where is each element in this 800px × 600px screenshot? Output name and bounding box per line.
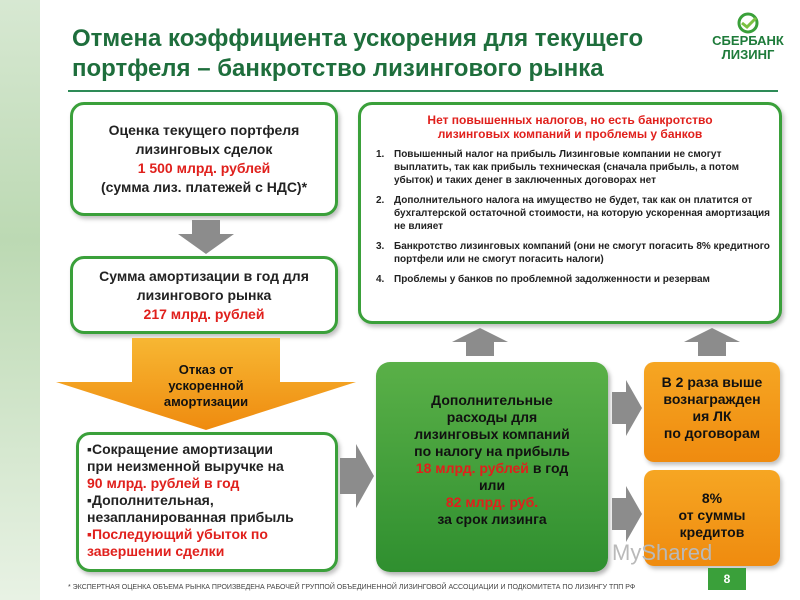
credits-line-3: кредитов <box>679 524 745 540</box>
problems-list <box>376 148 776 293</box>
bullet-2-line-1: Дополнительная, <box>91 492 214 508</box>
green-line-5: за срок лизинга <box>437 511 547 527</box>
footnote: * ЭКСПЕРТНАЯ ОЦЕНКА ОБЪЕМА РЫНКА ПРОИЗВЕДЕНА РАБОЧЕЙ ГРУППОЙ ОБЪЕДИНЕННОЙ ЛИЗИНГОВОЙ АССОЦИАЦИИ И ПОДКОМИТЕТА ПО ЛИЗИНГУ ТПП РФ <box>68 584 636 591</box>
bullet-3-line-2: завершении сделки <box>87 543 225 559</box>
title-divider <box>68 90 778 92</box>
problem-item-text: Повышенный налог на прибыль Лизинговые компании не смогут выплатить, так как прибыль техническая (сначала прибыль, а потом убыток) и таких денег в заключенных договорах нет <box>394 149 739 186</box>
commission-line-1: В 2 раза выше <box>661 374 763 390</box>
amortization-sum-box <box>70 256 338 334</box>
page-title <box>72 24 712 84</box>
problem-item-number: 2. <box>376 195 385 206</box>
sberbank-leasing-logo <box>700 12 796 68</box>
credits-line-1: 8% <box>701 490 723 506</box>
bullet-3-line-1: Последующий убыток по <box>91 526 268 542</box>
green-line-4: по налогу на прибыль <box>414 443 570 459</box>
refusal-line-2: ускоренной <box>168 378 244 393</box>
green-line-2: расходы для <box>446 409 538 425</box>
problem-item-text: Дополнительного налога на имущество не будет, так как он платится от бухгалтерской остаточной стоимости, на которую ускоренная амортизация не влияет <box>394 195 771 232</box>
bullet-1-value: 90 млрд. рублей в год <box>87 475 240 491</box>
refusal-line-1: Отказ от <box>178 362 234 377</box>
logo-icon <box>700 12 796 34</box>
commission-line-4: по договорам <box>663 425 761 441</box>
refusal-line-3: амортизации <box>163 394 249 409</box>
refusal-label <box>136 362 276 410</box>
bullet-2-line-2: незапланированная прибыль <box>87 509 294 525</box>
title-line-1: Отмена коэффициента ускорения для текущего <box>72 25 644 52</box>
green-value-1-suffix: в год <box>532 460 569 476</box>
problem-item-number: 3. <box>376 241 385 252</box>
green-value-2: 82 млрд. руб. <box>445 494 539 510</box>
right-arrow-icon <box>612 486 642 542</box>
portfolio-line-2: лизинговых сделок <box>135 141 273 157</box>
problem-item <box>376 273 776 286</box>
amortization-line-1: Сумма амортизации в год для <box>99 268 309 284</box>
amortization-line-2: лизингового рынка <box>136 287 272 303</box>
logo-text-line-2: ЛИЗИНГ <box>721 47 775 62</box>
problem-item-number: 4. <box>376 274 385 285</box>
logo-text-line-1: СБЕРБАНК <box>712 33 784 48</box>
right-arrow-icon <box>612 380 642 436</box>
up-arrow-icon <box>684 328 740 356</box>
watermark: MyShared <box>612 540 713 565</box>
amortization-value: 217 млрд. рублей <box>143 306 265 322</box>
problem-item <box>376 194 776 233</box>
green-or: или <box>478 477 506 493</box>
problem-item-text: Проблемы у банков по проблемной задолженности и резервам <box>394 274 710 285</box>
top-right-header-2: лизинговых компаний и проблемы у банков <box>437 127 703 141</box>
bullet-amortization-cut: ▪Сокращение амортизации <box>87 441 274 457</box>
page-number: 8 <box>708 568 746 590</box>
problem-item <box>376 148 776 187</box>
bullet-1-line-2: при неизменной выручке на <box>87 458 284 474</box>
problem-item-text: Банкротство лизинговых компаний (они не смогут погасить 8% кредитного портфели или не смогут погасить налоги) <box>394 241 770 265</box>
green-line-1: Дополнительные <box>431 392 553 408</box>
portfolio-estimate-box <box>70 102 338 216</box>
consequences-box <box>76 432 338 572</box>
commission-box <box>644 362 780 462</box>
bullet-extra-profit: ▪Дополнительная, <box>87 492 214 508</box>
problem-item-number: 1. <box>376 149 385 160</box>
portfolio-line-1: Оценка текущего портфеля <box>108 122 300 138</box>
top-right-header-1: Нет повышенных налогов, но есть банкротство <box>427 113 713 127</box>
commission-line-2: вознагражден <box>663 391 761 407</box>
decorative-side-bar <box>0 0 40 600</box>
right-arrow-icon <box>340 444 374 508</box>
green-value-1: 18 млрд. рублей <box>415 460 529 476</box>
up-arrow-icon <box>452 328 508 356</box>
bullet-loss: ▪Последующий убыток по <box>87 526 268 542</box>
bullet-1-line-1: Сокращение амортизации <box>91 441 274 457</box>
green-line-3: лизинговых компаний <box>414 426 570 442</box>
title-line-2: портфеля – банкротство лизингового рынка <box>72 55 604 82</box>
credits-line-2: от суммы <box>678 507 746 523</box>
portfolio-value: 1 500 млрд. рублей <box>137 160 271 176</box>
down-arrow-icon <box>178 220 234 254</box>
portfolio-note: (сумма лиз. платежей с НДС)* <box>100 179 308 195</box>
additional-expenses-box <box>376 362 608 572</box>
problem-item <box>376 240 776 266</box>
commission-line-3: ия ЛК <box>692 408 732 424</box>
